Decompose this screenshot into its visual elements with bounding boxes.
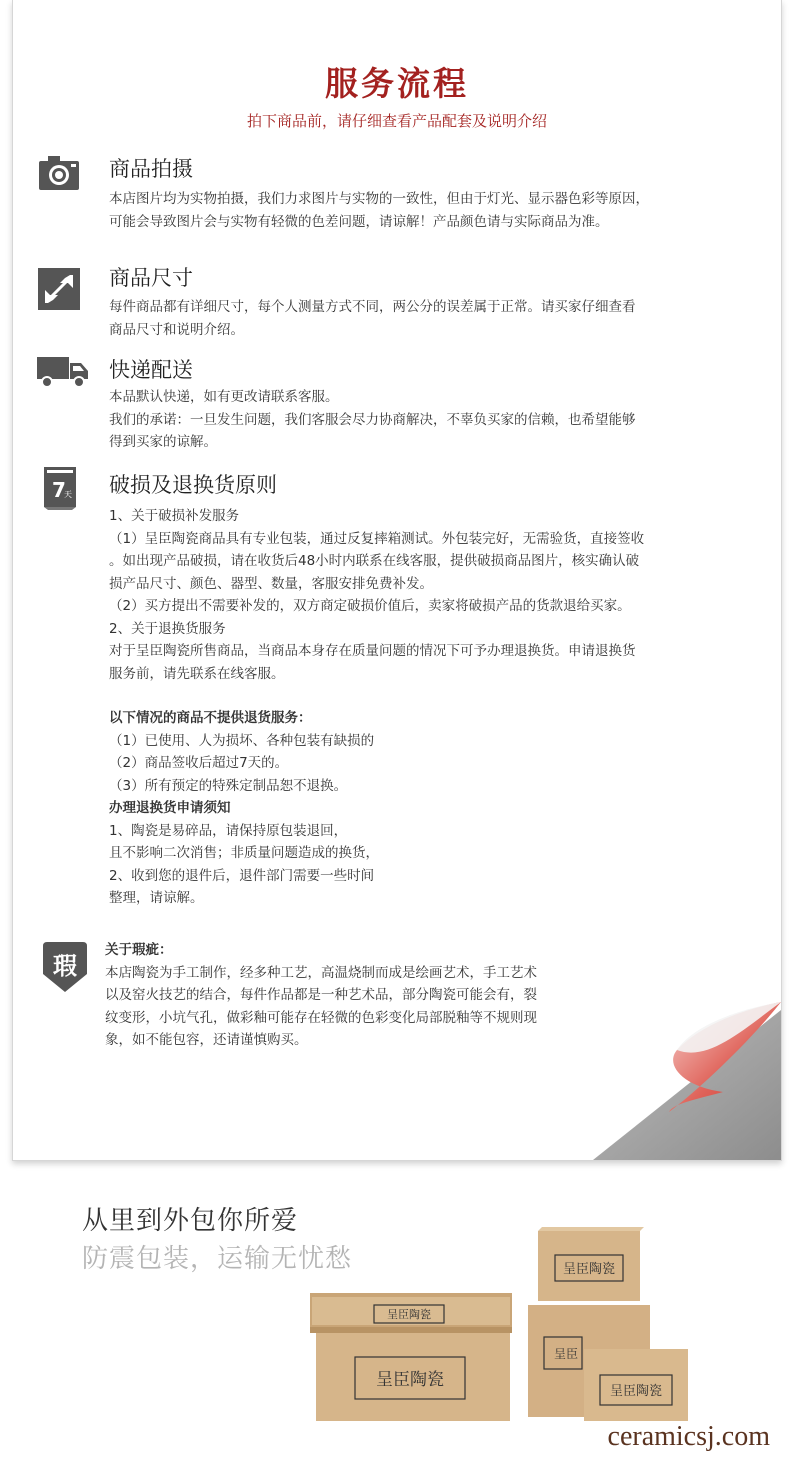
text-line: 商品尺寸和说明介绍。 (109, 321, 244, 338)
box-label: 呈臣陶瓷 (562, 1262, 616, 1277)
box-label-partial: 呈臣 (553, 1347, 579, 1361)
text-line: 纹变形，小坑气孔，做彩釉可能存在轻微的色彩变化局部脱釉等不规则现 (105, 1009, 537, 1026)
section-heading-flaws: 关于瑕疵： (105, 942, 173, 958)
service-process-card (12, 0, 782, 1161)
box-label: 呈臣陶瓷 (609, 1384, 663, 1399)
text-line: 1、关于破损补发服务 (109, 508, 240, 524)
text-line: 1、陶瓷是易碎品，请保持原包装退回， (109, 822, 348, 839)
text-line: （1）已使用、人为损坏、各种包装有缺损的 (109, 732, 375, 749)
text-line: （2）买方提出不需要补发的，双方商定破损价值后，卖家将破损产品的货款退给买家。 (109, 598, 631, 614)
text-line: （3）所有预定的特殊定制品恕不退换。 (109, 777, 348, 794)
text-line: 得到买家的谅解。 (109, 434, 217, 450)
text-line: 2、关于退换货服务 (109, 620, 226, 637)
section-heading-returns: 破损及退换货原则 (109, 473, 277, 497)
return-notice-title: 办理退换货申请须知 (109, 800, 231, 816)
text-line: （1）呈臣陶瓷商品具有专业包装，通过反复摔箱测试。外包装完好，无需验货，直接签收 (109, 530, 645, 547)
no-return-list (109, 707, 749, 910)
calendar-7-days-icon (43, 466, 77, 510)
section-text-delivery (109, 386, 749, 454)
text-line: 本店陶瓷为手工制作，经多种工艺，高温烧制而成是绘画艺术，手工艺术 (105, 964, 537, 981)
text-line: 损产品尺寸、颜色、器型、数量，客服安排免费补发。 (109, 575, 433, 592)
section-text-size (109, 296, 749, 341)
section-text-photography (109, 188, 749, 233)
text-line: 整理，请谅解。 (109, 890, 204, 906)
text-line: 2、收到您的退件后，退件部门需要一些时间 (109, 867, 375, 884)
calendar-icon-number: 7 (52, 478, 66, 502)
text-line: 象，如不能包容，还请谨慎购买。 (105, 1032, 308, 1048)
text-line: 。如出现产品破损，请在收货后48小时内联系在线客服，提供破损商品图片，核实确认破 (109, 553, 640, 569)
text-line: 以及窑火技艺的结合，每件作品都是一种艺术品，部分陶瓷可能会有，裂 (105, 987, 537, 1003)
text-line: （2）商品签收后超过7天的。 (109, 755, 289, 771)
flaw-badge-icon (41, 940, 89, 994)
shipping-boxes-image (300, 1225, 700, 1425)
text-line: 且不影响二次消售；非质量问题造成的换货， (109, 845, 379, 861)
text-line: 每件商品都有详细尺寸，每个人测量方式不同，两公分的误差属于正常。请买家仔细查看 (109, 299, 636, 315)
box-label: 呈臣陶瓷 (387, 1308, 431, 1321)
text-line: 服务前，请先联系在线客服。 (109, 665, 285, 682)
section-text-returns (109, 505, 749, 685)
camera-icon (37, 154, 81, 192)
calendar-icon-day: 天 (64, 490, 72, 499)
section-heading-delivery: 快递配送 (109, 358, 193, 382)
text-line: 本品默认快递，如有更改请联系客服。 (109, 389, 339, 405)
watermark: ceramicsj.com (607, 1421, 770, 1452)
page-title: 服务流程 (325, 64, 469, 103)
no-return-title: 以下情况的商品不提供退货服务： (109, 710, 312, 726)
box-label: 呈臣陶瓷 (376, 1370, 444, 1390)
text-line: 可能会导致图片会与实物有轻微的色差问题，请谅解！产品颜色请与实际商品为准。 (109, 213, 609, 230)
text-line: 对于呈臣陶瓷所售商品，当商品本身存在质量问题的情况下可予办理退换货。申请退换货 (109, 643, 636, 659)
packaging-subtitle: 防震包装，运输无忧愁 (82, 1244, 353, 1274)
section-text-flaws (105, 939, 645, 1052)
text-line: 我们的承诺：一旦发生问题，我们客服会尽力协商解决，不辜负买家的信赖，也希望能够 (109, 411, 636, 428)
page-subtitle: 拍下商品前，请仔细查看产品配套及说明介绍 (246, 112, 547, 130)
resize-arrow-icon (38, 268, 80, 310)
flaw-badge-text: 瑕 (53, 952, 77, 980)
truck-icon (37, 357, 89, 389)
page-curl-decoration (573, 980, 781, 1160)
section-heading-size: 商品尺寸 (109, 266, 193, 290)
section-heading-photography: 商品拍摄 (109, 157, 193, 181)
text-line: 本店图片均为实物拍摄，我们力求图片与实物的一致性，但由于灯光、显示器色彩等原因， (109, 191, 649, 207)
packaging-title: 从里到外包你所爱 (82, 1206, 299, 1236)
